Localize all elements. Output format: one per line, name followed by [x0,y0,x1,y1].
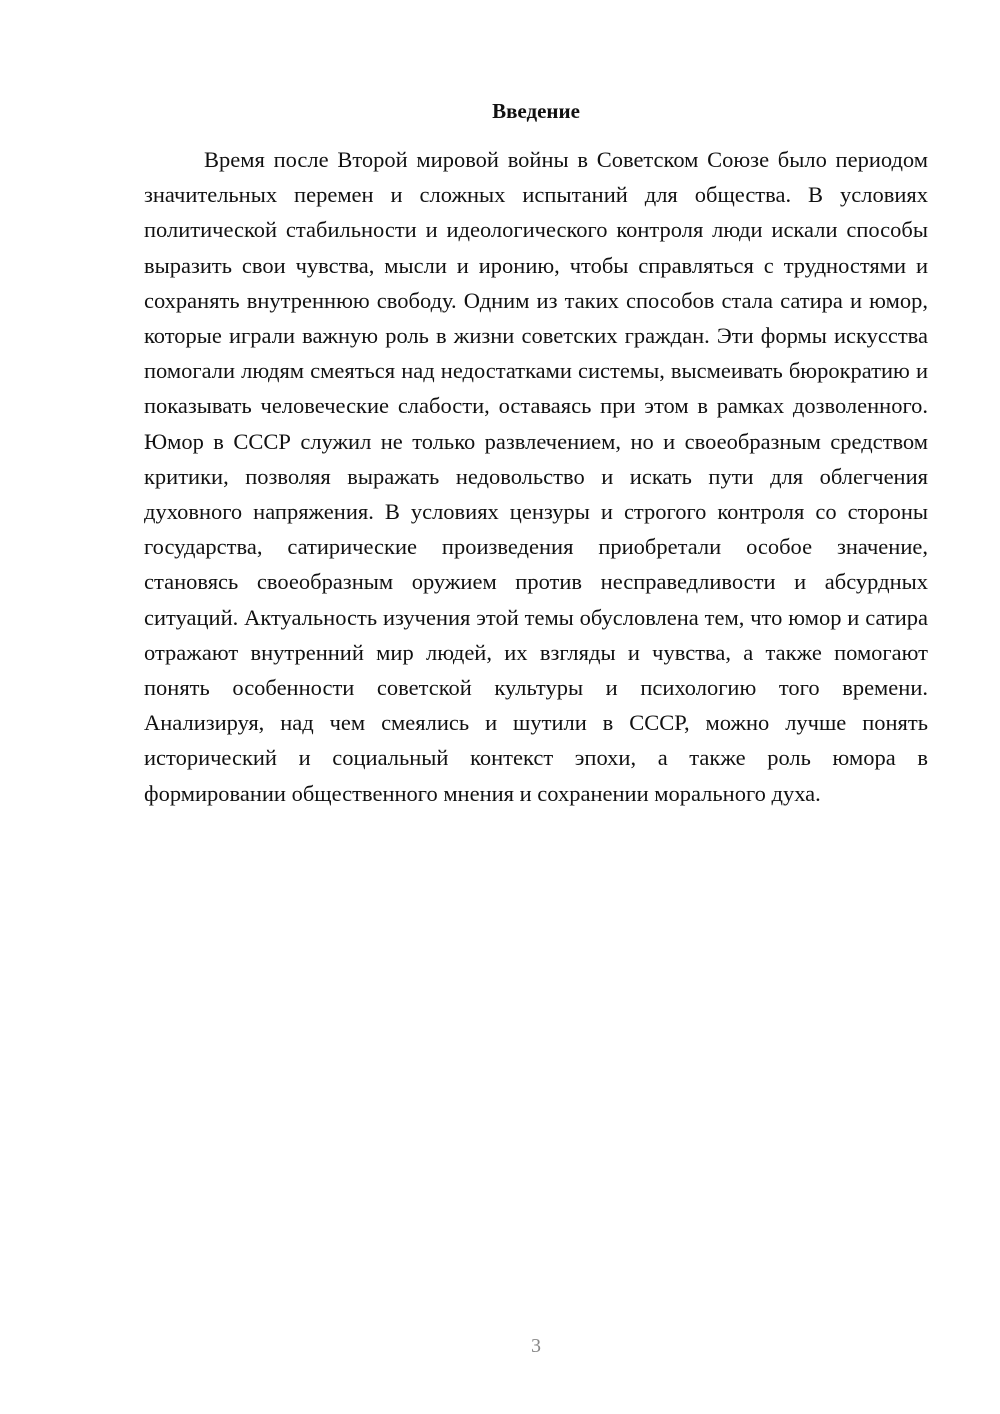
section-heading: Введение [492,99,580,123]
page-number: 3 [531,1335,541,1357]
body-paragraph: Время после Второй мировой войны в Советском Союзе было периодом значительных перемен и сложных испытаний для общества. В условиях политической стабильности и идеологического контроля люди искали способы выразить свои чувства, мысли и иронию, чтобы справляться с трудностями и сохранять внутреннюю свободу. Одним из таких способов стала сатира и юмор, которые играли важную роль в жизни советских граждан. Эти формы искусства помогали людям смеяться над недостатками системы, высмеивать бюрократию и показывать человеческие слабости, оставаясь при этом в рамках дозволенного. Юмор в СССР служил не только развлечением, но и своеобразным средством критики, позволяя выражать недовольство и искать пути для облегчения духовного напряжения. В условиях цензуры и строгого контроля со стороны государства, сатирические произведения приобретали особое значение, становясь своеобразным оружием против несправедливости и абсурдных ситуаций. Актуальность изучения этой темы обусловлена тем, что юмор и сатира отражают внутренний мир людей, их взгляды и чувства, а также помогают понять особенности советской культуры и психологию того времени. Анализируя, над чем смеялись и шутили в СССР, можно лучше понять исторический и социальный контекст эпохи, а также роль юмора в формировании общественного мнения и сохранении морального духа. [144,147,928,806]
